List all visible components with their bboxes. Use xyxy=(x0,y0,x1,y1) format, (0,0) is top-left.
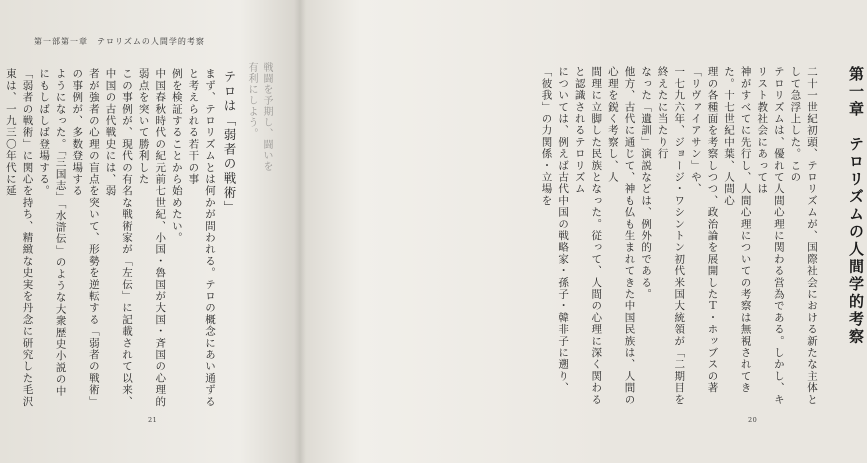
paragraph-line: 者が強者の心理の盲点を突いて、形勢を逆転する「弱者の戦術」の事例が、多数登場する xyxy=(71,68,100,408)
paragraph-line: なった「遺訓」演説などは、例外的である。 xyxy=(640,66,653,300)
paragraph-line: 二十一世紀初頭、テロリズムが、国際社会における新たな主体として急浮上した。この xyxy=(789,66,818,406)
paragraph-line: まず、テロリズムとは何かが問われる。テロの概念にあい通ずると考えられる若干の事 xyxy=(187,68,216,408)
chapter-title: 第一章 テロリズムの人間学的考察 xyxy=(847,66,865,346)
faded-show-through-text: 戦闘を予期し、闘いを有利にしよう。 xyxy=(246,62,272,172)
paragraph-line: 中国春秋時代の紀元前七世紀、小国・魯国が大国・斉国の心理的弱点を突いて勝利した xyxy=(137,68,167,408)
left-page xyxy=(0,0,300,463)
paragraph-line: については、例えば古代中国の戦略家・孫子・韓非子に遡り、「彼我」の力関係・立場を xyxy=(540,66,570,394)
paragraph-line: 例を検証することから始めたい。 xyxy=(170,68,183,244)
section-heading: テロは「弱者の戦術」 xyxy=(222,70,237,215)
running-head: 第一部第一章 テロリズムの人間学的考察 xyxy=(34,37,205,46)
paragraph-line: この事例が、現代の有名な戦術家が「左伝」に記載されて以来、中国の古代戦史には、弱 xyxy=(104,68,134,408)
paragraph-line: ようになった。「三国志」「水滸伝」のような大衆歴史小説の中にもしばしば登場する。 xyxy=(38,68,67,397)
paragraph-line xyxy=(0,68,2,408)
paragraph-line: 他方、古代に通じて、神も仏も生まれてきた中国民族は、人間の心理を鋭く考察し、人 xyxy=(606,66,636,406)
paragraph-line: 「弱者の戦術」に関心を持ち、精緻な史実を丹念に研究した毛沢東は、一九三〇年代に延 xyxy=(4,68,34,408)
left-body-text xyxy=(4,68,218,408)
paragraph-line: 一七九六年、ジョージ・ワシントン初代米国大統領が「二期目を終えたに当たり行 xyxy=(656,66,686,406)
right-page xyxy=(300,0,865,463)
paragraph-line: 神がすべてに先行し、人間心理についての考察は無視されてきた。十七世紀中葉、人間心 xyxy=(723,66,752,394)
page-number-right: 20 xyxy=(748,416,758,424)
right-body-text xyxy=(540,66,820,406)
paragraph-line: 理の各種面を考察しつつ、政治論を展開したＴ・ホッブスの著「リヴァイアサン」や、 xyxy=(689,66,719,394)
paragraph-line: テロリズムは、優れて人間心理に関わる営為である。しかし、キリスト教社会にあっては xyxy=(756,66,785,406)
paragraph-line: 間理に立脚した民族となった。従って、人間の心理に深く関わると認識されるテロリズム xyxy=(573,66,603,406)
page-number-left: 21 xyxy=(148,416,158,424)
